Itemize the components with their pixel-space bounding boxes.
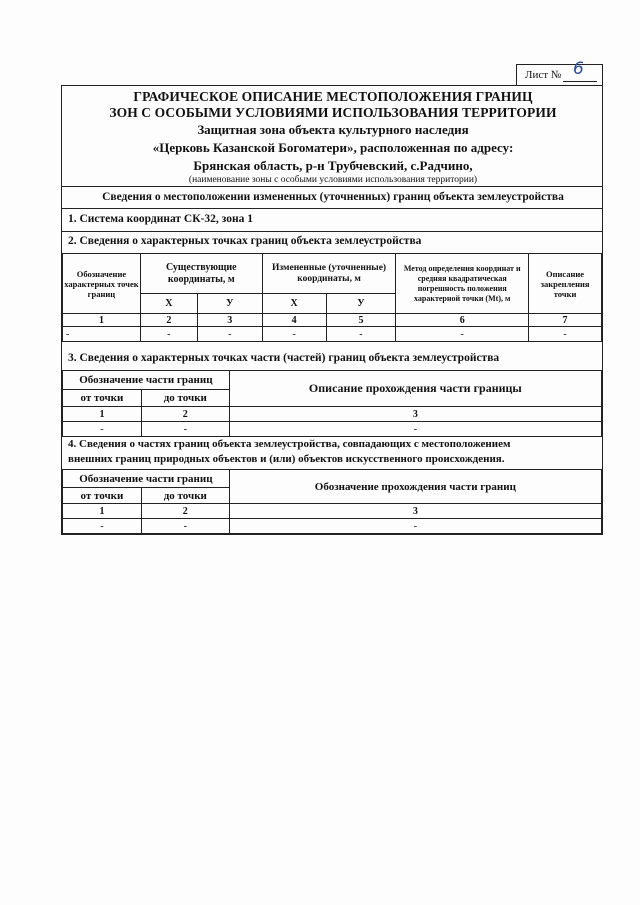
y-existing-header: У	[197, 294, 262, 314]
col-from-point: от точки	[63, 488, 142, 504]
column-number: 1	[63, 407, 142, 422]
column-number: 3	[197, 314, 262, 327]
section-2-title: 2. Сведения о характерных точках границ объекта землеустройства	[68, 235, 422, 247]
column-number: 5	[326, 314, 396, 327]
col-part-passage: Обозначение прохождения части границ	[229, 470, 601, 504]
section-3-title: 3. Сведения о характерных точках части (частей) границ объекта землеустройства	[68, 352, 500, 364]
column-number: 1	[63, 314, 141, 327]
col-point-designation: Обозначение характерных точек границ	[63, 254, 141, 314]
column-number: 2	[140, 314, 197, 327]
sheet-label: Лист №	[525, 69, 562, 81]
column-number: 4	[262, 314, 326, 327]
table-cell: -	[141, 519, 229, 534]
parts-table	[62, 370, 602, 437]
column-number: 7	[529, 314, 602, 327]
column-number: 3	[229, 407, 601, 422]
x-changed-header: Х	[262, 294, 326, 314]
table-cell: -	[197, 327, 262, 342]
title-line-1: ГРАФИЧЕСКОЕ ОПИСАНИЕ МЕСТОПОЛОЖЕНИЯ ГРАНИЦ	[133, 89, 533, 104]
col-part-designation: Обозначение части границ	[63, 371, 230, 390]
zone-line-2: «Церковь Казанской Богоматери», расположенная по адресу:	[152, 140, 514, 155]
zone-line-1: Защитная зона объекта культурного наследия	[197, 122, 469, 137]
sheet-number-box	[516, 59, 603, 86]
table-cell: -	[140, 327, 197, 342]
divider	[62, 231, 602, 232]
col-part-description: Описание прохождения части границы	[229, 371, 601, 407]
sheet-underline	[563, 81, 597, 82]
table-cell: -	[326, 327, 396, 342]
sheet-number: 6	[573, 59, 584, 79]
divider	[62, 186, 602, 187]
column-number: 1	[63, 504, 142, 519]
section-1-title: 1. Система координат СК-32, зона 1	[68, 213, 253, 225]
zone-note: (наименование зоны с особыми условиями использования территории)	[188, 175, 478, 185]
col-description: Описание закрепления точки	[529, 254, 602, 314]
table-cell: -	[229, 422, 601, 437]
natural-boundaries-table	[62, 469, 602, 534]
x-existing-header: Х	[140, 294, 197, 314]
column-number: 2	[141, 504, 229, 519]
table-cell: -	[529, 327, 602, 342]
col-to-point: до точки	[141, 488, 229, 504]
col-changed-coords: Измененные (уточненные) координаты, м	[262, 254, 396, 294]
col-from-point: от точки	[63, 390, 142, 407]
table-cell: -	[262, 327, 326, 342]
table-cell: -	[63, 422, 142, 437]
table-cell: -	[63, 327, 141, 342]
col-method: Метод определения координат и средняя квадратическая погрешность положения характерной точки (Mt), м	[396, 254, 529, 314]
section-4-title-line-1: 4. Сведения о частях границ объекта землеустройства, совпадающих с местоположением	[68, 438, 511, 450]
column-number: 2	[141, 407, 229, 422]
section-4-title-line-2: внешних границ природных объектов и (или) объектов искусственного происхождения.	[68, 453, 505, 465]
y-changed-header: У	[326, 294, 396, 314]
points-table	[62, 253, 602, 342]
col-part-designation: Обозначение части границ	[63, 470, 230, 488]
document-frame	[61, 85, 603, 535]
column-number: 3	[229, 504, 601, 519]
col-existing-coords: Существующие координаты, м	[140, 254, 262, 294]
table-cell: -	[229, 519, 601, 534]
divider	[62, 208, 602, 209]
table-cell: -	[141, 422, 229, 437]
table-cell: -	[396, 327, 529, 342]
col-to-point: до точки	[141, 390, 229, 407]
zone-line-3: Брянская область, р-н Трубчевский, с.Радчино,	[193, 158, 473, 173]
subtitle: Сведения о местоположении измененных (уточненных) границ объекта землеустройства	[102, 191, 564, 203]
table-cell: -	[63, 519, 142, 534]
column-number: 6	[396, 314, 529, 327]
title-line-2: ЗОН С ОСОБЫМИ УСЛОВИЯМИ ИСПОЛЬЗОВАНИЯ ТЕРРИТОРИИ	[109, 105, 557, 120]
